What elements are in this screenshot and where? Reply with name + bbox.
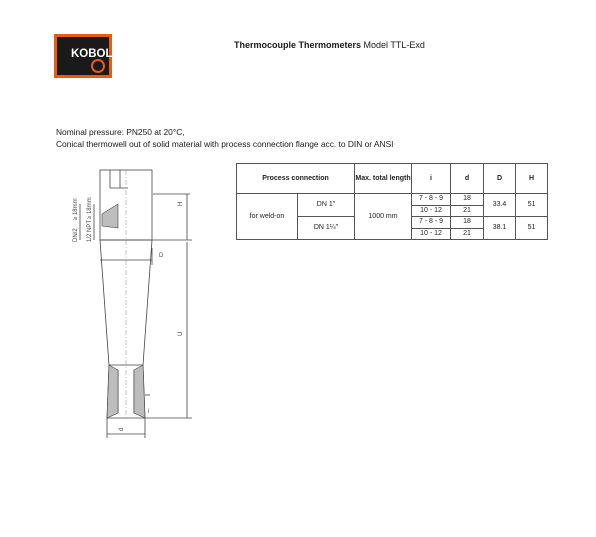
cell-d: 21 [451, 228, 484, 240]
header-H: H [516, 164, 548, 194]
cell-i: 7 - 8 - 9 [412, 194, 451, 206]
dn-label: DN/2 [73, 228, 79, 242]
npt-dimension-label: ≥ 18mm [87, 197, 93, 219]
table-row [237, 194, 548, 206]
cell-dn: DN 1" [298, 194, 355, 217]
cell-dn: DN 1¼" [298, 217, 355, 240]
npt-label: 1/2 NPT [87, 219, 93, 242]
immersion-length-label: U [178, 331, 184, 336]
cell-i: 10 - 12 [412, 205, 451, 217]
spec-table [236, 163, 548, 240]
cell-D: 38.1 [484, 217, 516, 240]
intro-line-2: Conical thermowell out of solid material with process connection flange acc. to DIN or ANSI [56, 138, 394, 149]
cell-i: 7 - 8 - 9 [412, 217, 451, 229]
bore-depth-label: i [148, 409, 150, 415]
bore-diameter-label: d [119, 427, 125, 431]
cell-i: 10 - 12 [412, 228, 451, 240]
cell-d: 18 [451, 217, 484, 229]
kobold-logo [54, 34, 121, 78]
header-d: d [451, 164, 484, 194]
logo-text: KOBOLD [71, 48, 121, 60]
title-bold: Thermocouple Thermometers [234, 40, 362, 50]
title-model: Model TTL-Exd [361, 40, 425, 50]
cell-D: 33.4 [484, 194, 516, 217]
row-label: for weld-on [237, 194, 298, 240]
cell-d: 21 [451, 205, 484, 217]
table-header-row [237, 164, 548, 194]
intro-text [56, 127, 393, 150]
thermowell-drawing [50, 170, 220, 445]
header-D: D [484, 164, 516, 194]
cell-d: 18 [451, 194, 484, 206]
dn-dimension-label: ≥ 18mm [73, 198, 79, 220]
outer-diameter-label: D [159, 253, 164, 259]
cell-H: 51 [516, 217, 548, 240]
cell-max-length: 1000 mm [355, 194, 412, 240]
header-process-connection: Process connection [237, 164, 355, 194]
header-i: i [412, 164, 451, 194]
intro-line-1: Nominal pressure: PN250 at 20°C, [56, 127, 185, 137]
height-label: H [178, 201, 184, 206]
cell-H: 51 [516, 194, 548, 217]
header-max-length: Max. total length [355, 164, 412, 194]
document-title [234, 40, 425, 50]
